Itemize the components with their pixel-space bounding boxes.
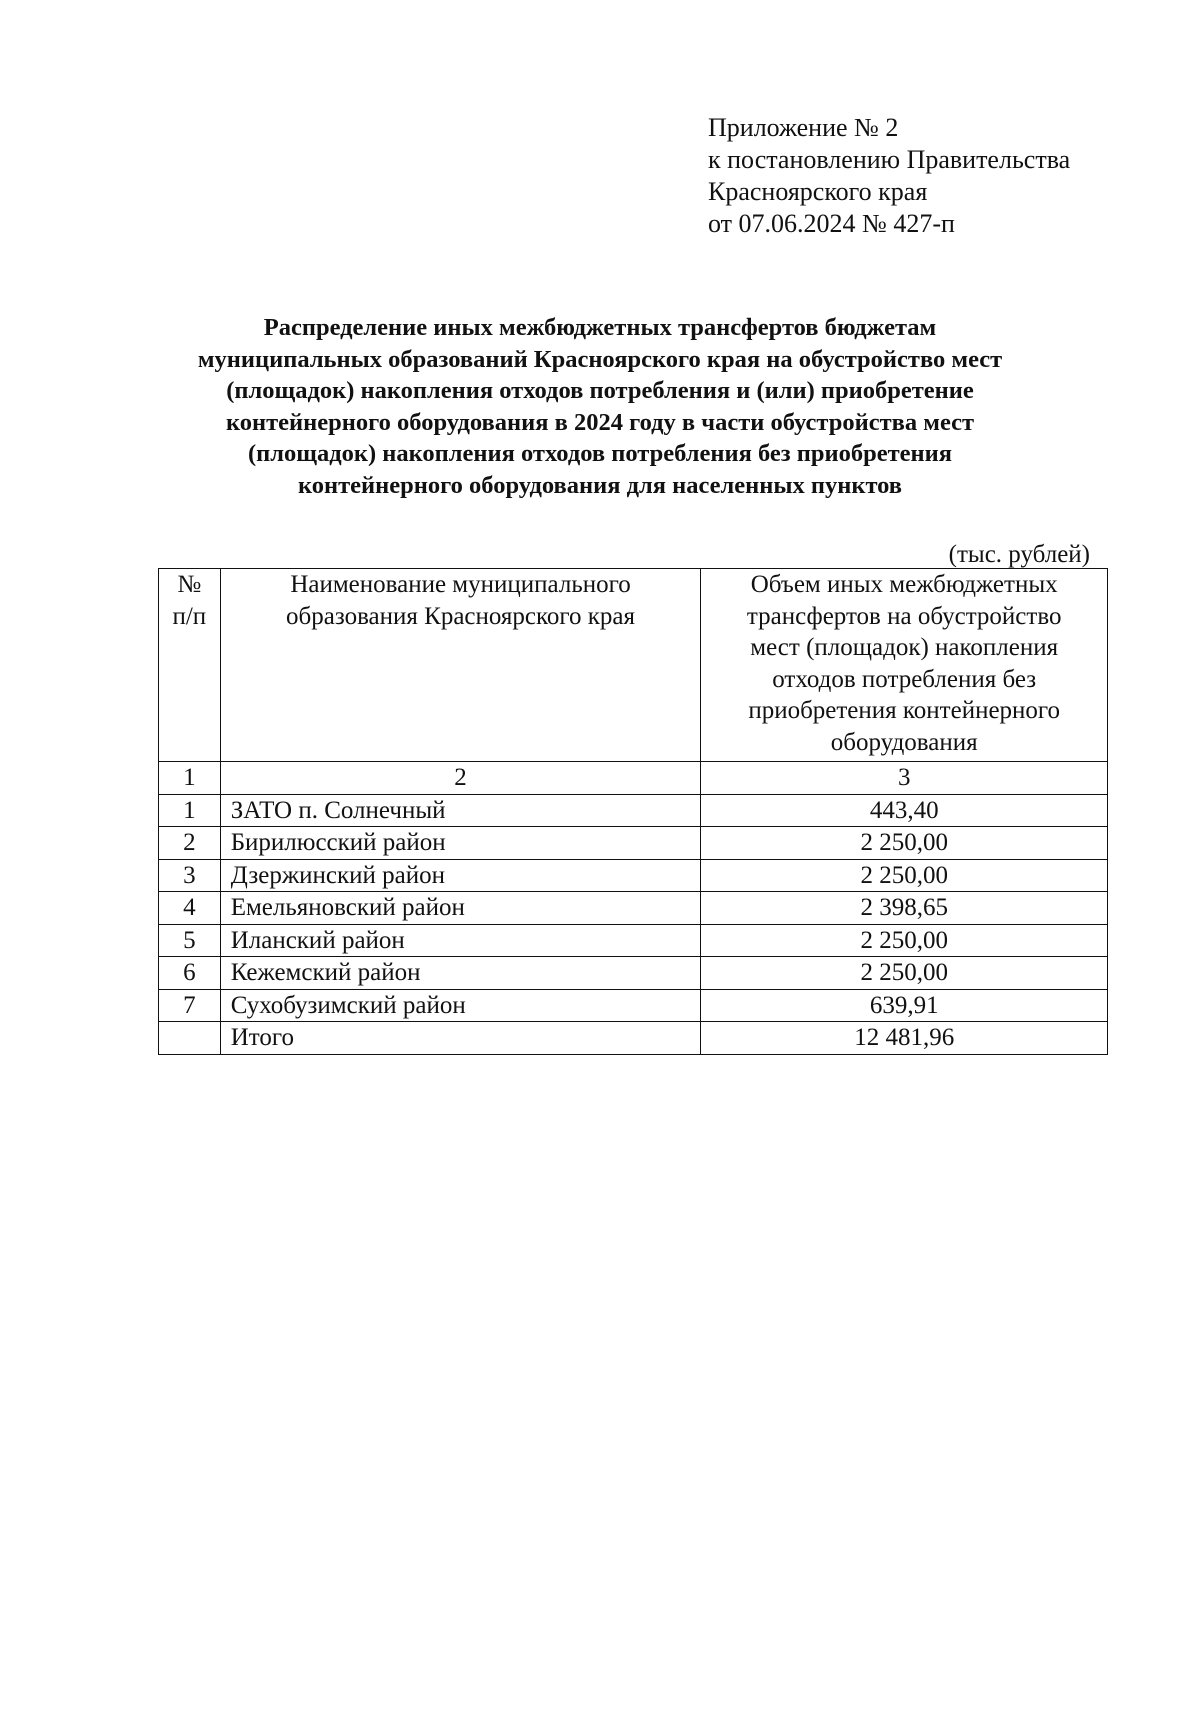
attachment-line: от 07.06.2024 № 427-п — [708, 209, 955, 238]
header-text: оборудования — [830, 728, 978, 756]
attachment-line: к постановлению Правительства — [708, 145, 1071, 174]
row-number: 6 — [159, 957, 221, 990]
row-number: 7 — [159, 989, 221, 1022]
transfer-amount: 2 398,65 — [701, 892, 1108, 925]
header-text: Объем иных межбюджетных — [750, 571, 1058, 598]
title-line: контейнерного оборудования в 2024 году в части обустройства мест — [225, 408, 975, 436]
municipality-name: ЗАТО п. Солнечный — [220, 794, 701, 827]
column-numbers-row — [159, 762, 1108, 795]
row-number: 1 — [159, 794, 221, 827]
title-line: контейнерного оборудования для населенных пунктов — [297, 471, 903, 499]
row-number: 5 — [159, 924, 221, 957]
table-row — [159, 924, 1108, 957]
header-text: мест (площадок) накопления — [750, 634, 1059, 661]
header-number-cell — [159, 569, 221, 762]
row-number: 2 — [159, 827, 221, 860]
transfer-amount: 2 250,00 — [701, 957, 1108, 990]
municipality-name: Сухобузимский район — [220, 989, 701, 1022]
header-text: Наименование муниципального — [290, 571, 631, 598]
municipality-name: Иланский район — [220, 924, 701, 957]
table-row — [159, 989, 1108, 1022]
transfer-amount: 2 250,00 — [701, 859, 1108, 892]
total-number — [159, 1022, 221, 1055]
header-text: трансфертов на обустройство — [746, 602, 1062, 630]
table-row — [159, 957, 1108, 990]
row-number: 4 — [159, 892, 221, 925]
total-amount: 12 481,96 — [701, 1022, 1108, 1055]
attachment-line: Приложение № 2 — [708, 113, 899, 142]
document-title — [150, 312, 1050, 501]
header-amount-cell — [701, 569, 1108, 762]
municipality-name: Бирилюсский район — [220, 827, 701, 860]
table-row — [159, 892, 1108, 925]
header-text: № — [177, 571, 202, 598]
transfer-amount: 2 250,00 — [701, 924, 1108, 957]
title-line: Распределение иных межбюджетных трансфертов бюджетам — [263, 314, 937, 341]
table-row — [159, 827, 1108, 860]
total-label: Итого — [220, 1022, 701, 1055]
row-number: 3 — [159, 859, 221, 892]
transfer-amount: 443,40 — [701, 794, 1108, 827]
attachment-line: Красноярского края — [708, 177, 928, 206]
distribution-table — [158, 568, 1108, 1055]
transfer-amount: 2 250,00 — [701, 827, 1108, 860]
municipality-name: Емельяновский район — [220, 892, 701, 925]
table-header-row — [159, 569, 1108, 762]
column-number-cell: 3 — [701, 762, 1108, 795]
table-row — [159, 794, 1108, 827]
column-number-cell: 1 — [159, 762, 221, 795]
title-line: (площадок) накопления отходов потребления и (или) приобретение — [226, 377, 974, 404]
header-text: п/п — [172, 602, 207, 630]
total-row — [159, 1022, 1108, 1055]
header-text: образования Красноярского края — [286, 602, 636, 630]
transfer-amount: 639,91 — [701, 989, 1108, 1022]
header-text: отходов потребления без — [772, 665, 1037, 693]
title-line: муниципальных образований Красноярского края на обустройство мест — [197, 345, 1003, 373]
column-number-cell: 2 — [220, 762, 701, 795]
table-row — [159, 859, 1108, 892]
header-name-cell — [220, 569, 701, 762]
municipality-name: Кежемский район — [220, 957, 701, 990]
title-line: (площадок) накопления отходов потребления без приобретения — [248, 440, 952, 467]
units-label: (тыс. рублей) — [948, 541, 1090, 568]
header-text: приобретения контейнерного — [748, 697, 1061, 724]
municipality-name: Дзержинский район — [220, 859, 701, 892]
attachment-note — [708, 112, 1070, 240]
